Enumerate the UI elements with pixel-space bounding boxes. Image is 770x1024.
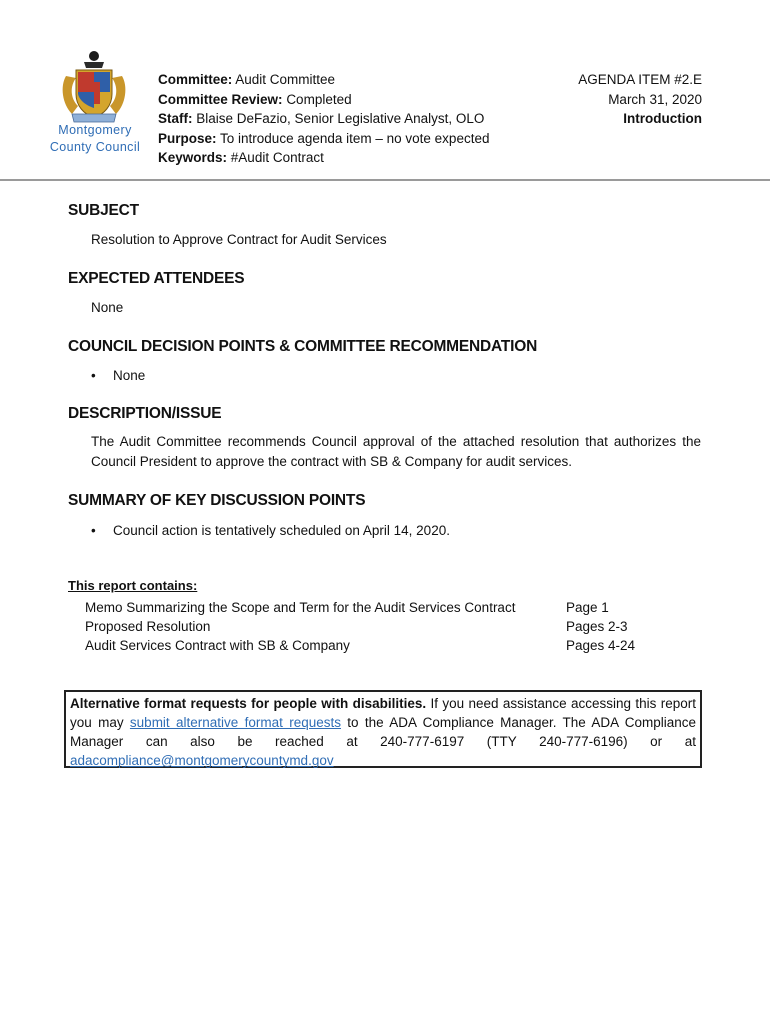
- staff-row: [158, 109, 489, 129]
- attendees-text: None: [91, 300, 124, 315]
- agenda-info: [578, 70, 702, 129]
- county-seal-logo: [58, 48, 130, 126]
- org-line-1: Montgomery: [58, 123, 132, 137]
- agenda-item-number: AGENDA ITEM #2.E: [578, 72, 702, 87]
- contents-item-page: Pages 4-24: [566, 638, 636, 653]
- contents-item-label: Audit Services Contract with SB & Company: [85, 638, 350, 653]
- description-text: The Audit Committee recommends Council approval of the attached resolution that authorizes the Council President to approve the contract with SB & Company for audit services.: [91, 434, 701, 469]
- subject-heading: SUBJECT: [68, 202, 139, 219]
- staff-label: Staff:: [158, 111, 193, 126]
- bullet-icon: •: [91, 523, 96, 538]
- keywords-label: Keywords:: [158, 150, 228, 165]
- purpose-value: To introduce agenda item – no vote expected: [220, 130, 490, 146]
- bullet-icon: •: [91, 368, 96, 383]
- keywords-row: [158, 148, 489, 168]
- keywords-value: #Audit Contract: [230, 150, 324, 165]
- accessibility-notice: [64, 690, 702, 768]
- summary-heading: SUMMARY OF KEY DISCUSSION POINTS: [68, 492, 366, 509]
- org-line-2: County Council: [49, 140, 141, 154]
- accessibility-bold-text: Alternative format requests for people with disabilities.: [70, 696, 427, 711]
- committee-value: Audit Committee: [235, 72, 336, 87]
- review-label: Committee Review:: [158, 91, 283, 107]
- committee-row: [158, 70, 489, 90]
- staff-value: Blaise DeFazio, Senior Legislative Analyst, OLO: [196, 111, 485, 126]
- accessibility-text-2: to the ADA Compliance Manager. The ADA Compliance Manager can also be reached at 240-777-6197 (TTY 240-777-6196) or at: [70, 715, 696, 749]
- review-row: [158, 90, 489, 110]
- contents-title: This report contains:: [68, 578, 198, 593]
- contents-item-label: Proposed Resolution: [85, 619, 211, 634]
- accessibility-text-1: If you need assistance accessing this report you may: [70, 696, 696, 730]
- agenda-date: March 31, 2020: [608, 91, 702, 107]
- subject-text: Resolution to Approve Contract for Audit Services: [91, 232, 387, 247]
- header-divider: [0, 179, 770, 181]
- meeting-metadata: [158, 70, 489, 168]
- purpose-row: [158, 129, 489, 149]
- description-heading: DESCRIPTION/ISSUE: [68, 405, 222, 422]
- decision-bullet-item: [91, 366, 145, 386]
- decision-bullet-text: None: [113, 368, 146, 383]
- review-value: Completed: [286, 91, 352, 107]
- purpose-label: Purpose:: [158, 130, 217, 146]
- contents-item-page: Page 1: [566, 600, 609, 615]
- decision-heading: COUNCIL DECISION POINTS & COMMITTEE RECOMMENDATION: [68, 338, 538, 355]
- ada-email-link[interactable]: adacompliance@montgomerycountymd.gov: [70, 753, 334, 768]
- contents-item-label: Memo Summarizing the Scope and Term for the Audit Services Contract: [85, 600, 516, 615]
- contents-item-page: Pages 2-3: [566, 619, 628, 634]
- summary-bullet-item: [91, 521, 450, 541]
- attendees-heading: EXPECTED ATTENDEES: [68, 270, 245, 287]
- alternative-format-link[interactable]: submit alternative format requests: [129, 715, 341, 730]
- summary-bullet-text: Council action is tentatively scheduled on April 14, 2020.: [113, 523, 450, 538]
- organization-name: [40, 122, 150, 156]
- agenda-stage: Introduction: [623, 111, 702, 126]
- committee-label: Committee:: [158, 72, 233, 87]
